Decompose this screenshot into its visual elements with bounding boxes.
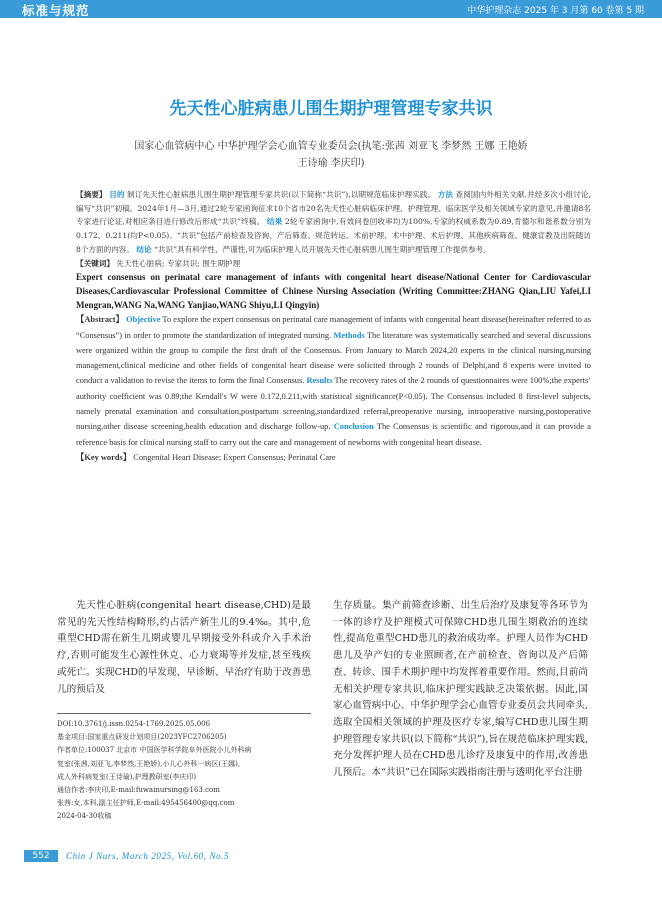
journal-citation: Chin J Nurs, March 2025, Vol.60, No.5 bbox=[66, 851, 230, 861]
methods-text: 查阅国内外相关文献,并经多次小组讨论,编写“共识”初稿。2024年1月—3月,通过2轮专家函询征求10个省市20名先天性心脏病临床护理、护理管理、临床医学及相关领域专家的意见,并邀请8名专家进行论证,对相应条目进行修改后形成“共识”终稿。 bbox=[76, 190, 591, 227]
journal-issue: 中华护理杂志 2025 年 3 月第 60 卷第 5 期 bbox=[467, 6, 644, 16]
footnotes bbox=[57, 718, 317, 824]
results-text: 2轮专家函询中,有效问卷回收率均为100%,专家的权威系数为0.89,肯德尔和谐系数分别为0.172、0.211(均P<0.05)。“共识”包括产前检查及咨询、产后筛查、规范转运、术前护理、术中护理、术后护理、其他疾病筛查、健康宣教及出院随访8个方面的内容。 bbox=[76, 217, 592, 254]
keywords-label: 【关键词】 bbox=[76, 258, 114, 268]
conclusion-en-text: The Consensus is scientific and rigorous,and it can provide a reference basis for clinical nursing staff to carry out the care and management of newborns with congenital heart disease. bbox=[76, 422, 591, 447]
methods-en-label: Methods bbox=[333, 330, 365, 340]
keywords-cn bbox=[76, 257, 591, 271]
methods-label: 方法 bbox=[437, 190, 454, 199]
body-right-column bbox=[333, 598, 588, 782]
results-label: 结果 bbox=[266, 217, 283, 227]
keywords-en-label: 【Key words】 bbox=[76, 452, 132, 462]
affiliation-3: 成人外科病复室(王诗瑜),护理教研室(李庆印) bbox=[57, 772, 197, 781]
objective-label: 目的 bbox=[109, 190, 125, 199]
fund: 基金项目:国家重点研发计划项目(2023YFC2706205) bbox=[57, 733, 227, 742]
abstract-block bbox=[76, 188, 591, 465]
conclusion-text: “共识”具有科学性、严谨性,可为临床护理人员开展先天性心脏病患儿围生期护理管理工作提供参考。 bbox=[151, 244, 491, 254]
abstract-en bbox=[76, 312, 591, 450]
section-label: 标准与规范 bbox=[22, 3, 90, 18]
page-number: 552 bbox=[24, 850, 58, 862]
header-bar bbox=[0, 0, 662, 18]
keywords-text: 先天性心脏病; 专家共识; 围生期护理 bbox=[113, 258, 241, 268]
body-left-column bbox=[57, 598, 311, 698]
conclusion-en-label: Conclusion bbox=[333, 422, 374, 432]
methods-en-text: The literature was systematically searched and several discussions were organized within the group to compile the first draft of the Consensus. From January to March 2024,20 experts in the clinical nursing,nursing management,clinical medicine and other fields of congenital heart disease were solicited through 2 rounds of Delphi,and 8 experts were invited to conduct a validation to revise the items to form the final Consensus. bbox=[76, 330, 591, 386]
abstract-label: 【摘要】 bbox=[76, 190, 107, 199]
objective-text: 制订先天性心脏病患儿围生期护理管理专家共识(以下简称“共识”),以期规范临床护理实践。 bbox=[124, 190, 436, 199]
article-title: 先天性心脏病患儿围生期护理管理专家共识 bbox=[169, 99, 493, 119]
abstract-cn bbox=[76, 188, 591, 257]
received-date: 2024-04-30收稿 bbox=[57, 812, 112, 821]
keywords-en bbox=[76, 450, 591, 465]
body-paragraph-right: 生存质量。集产前筛查诊断、出生后治疗及康复等各环节为一体的诊疗及护理模式可保障CHD患儿围生期救治的连续性,提高危重型CHD患儿的救治成功率。护理人员作为CHD患儿及孕产妇的专业照顾者,在产前检查、咨询以及产后筛查、转诊、围手术期护理中均发挥着重要作用。然而,目前尚无相关护理专家共识,临床护理实践缺乏决策依据。因此,国家心血管病中心、中华护理学会心血管专业委员会共同牵头,选取全国相关领域的护理及医疗专家,编写CHD患儿围生期护理管理专家共识(以下简称“共识”),旨在规范临床护理实践,充分发挥护理人员在CHD患儿诊疗及康复中的作用,改善患儿预后。本“共识”已在国际实践指南注册与透明化平台注册 bbox=[333, 600, 588, 779]
english-title: Expert consensus on perinatal care management of infants with congenital heart disease/National Center for Cardiovascular Diseases,Cardiovascular Professional Committee of Chinese Nursing Association (Writing Committee:ZHANG Qian,LIU Yafei,LI Mengran,WANG Na,WANG Yanjiao,WANG Shiyu,LI Qingyin) bbox=[76, 272, 591, 311]
corresponding-author: 通信作者:李庆印,E-mail:fuwainursing@163.com bbox=[57, 786, 220, 795]
doi: DOI:10.3761/j.issn.0254-1769.2025.05.006 bbox=[57, 720, 211, 728]
affiliation-2: 复室(张茜,刘亚飞,李梦然,王艳娇),小儿心外科一病区(王娜), bbox=[57, 759, 241, 768]
authors bbox=[60, 138, 602, 172]
first-author: 张茜:女,本科,副主任护师,E-mail:495456400@qq.com bbox=[57, 799, 235, 808]
abstract-en-label: 【Abstract】 bbox=[76, 315, 124, 325]
conclusion-label: 结论 bbox=[136, 244, 152, 254]
affiliation-1: 作者单位:100037 北京市 中国医学科学院阜外医院小儿外科病 bbox=[57, 746, 252, 755]
authors-line-1: 国家心血管病中心 中华护理学会心血管专业委员会(执笔:张茜 刘亚飞 李梦然 王娜 王艳娇 bbox=[134, 141, 528, 152]
authors-line-2: 王诗瑜 李庆印) bbox=[297, 158, 365, 169]
objective-en-label: Objective bbox=[126, 315, 161, 325]
page-footer bbox=[0, 850, 662, 862]
footnote-divider bbox=[57, 713, 311, 714]
results-en-label: Results bbox=[306, 376, 333, 386]
objective-en-text: To explore the expert consensus on perinatal care management of infants with congenital heart disease(hereinafter referred to as “Consensus”) in order to promote the standardization of integrated nursing. bbox=[76, 315, 592, 340]
keywords-en-text: Congenital Heart Disease; Expert Consensus; Perinatal Care bbox=[131, 452, 336, 462]
body-paragraph-left: 先天性心脏病(congenital heart disease,CHD)是最常见的先天性结构畸形,约占活产新生儿的9.4‰。其中,危重型CHD需在新生儿期或婴儿早期接受外科或介入手术治疗,否则可能发生心源性休克、心力衰竭等并发症,甚至残疾或死亡。实现CHD的早发现、早诊断、早治疗有助于改善患儿的预后及 bbox=[57, 600, 311, 695]
results-en-text: The recovery rates of the 2 rounds of questionnaires were 100%;the experts’ authority coefficient was 0.89;the Kendall's W were 0.172,0.211,with statistical significance(P<0.05). The Consensus included 8 first-level subjects, namely prenatal examination and consultation,postpartum screening,standardized referral,preoperative nursing, intraoperative nursing,postoperative nursing,other disease screening,health education and discharge follow-up. bbox=[76, 376, 592, 432]
